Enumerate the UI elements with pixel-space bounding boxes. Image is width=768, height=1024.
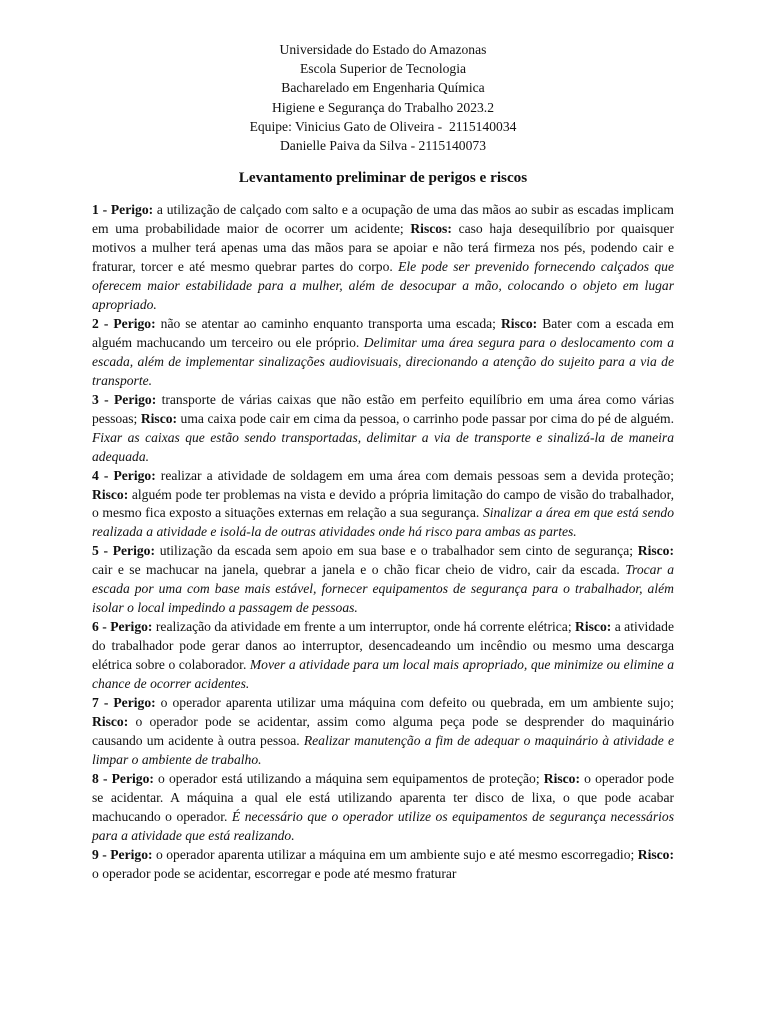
item-number: 8 - <box>92 770 112 786</box>
item-number: 6 - <box>92 619 111 635</box>
risco-text: o operador pode se acidentar, escorregar e pode até mesmo fraturar <box>92 865 457 881</box>
risco-text: o operador pode se acidentar, assim como alguma peça pode se desprender do maquinário causando um acidente à outra pessoa. <box>92 713 674 748</box>
perigo-label: Perigo: <box>113 315 156 331</box>
risco-label: Risco: <box>543 770 581 786</box>
risco-text: alguém pode ter problemas na vista e devido a própria limitação do campo de visão do trabalhador, o mesmo fica exposto a situações externas em relação a sua segurança. <box>92 486 674 521</box>
medida-text: Mover a atividade para um local mais apropriado, que minimize ou elimine a chance de ocorrer acidentes. <box>92 657 674 692</box>
hazard-item <box>92 846 674 884</box>
risco-label: Risco: <box>637 543 674 559</box>
hazard-list <box>92 201 674 883</box>
risco-text: o operador pode se acidentar. A máquina a qual ele está utilizando aparenta ter disco de lixa, o que pode acabar machucando o operador. <box>92 770 674 824</box>
risco-text: caso haja desequilíbrio por quaisquer motivos a mulher terá apenas uma das mãos para se apoiar e não terá firmeza nos pés, podendo cair e fraturar, torcer e até mesmo quebrar partes do corpo. <box>92 221 674 275</box>
perigo-label: Perigo: <box>113 695 156 710</box>
hazard-item <box>92 694 674 770</box>
item-number: 1 - <box>92 202 111 218</box>
perigo-text: realizar a atividade de soldagem em uma área com demais pessoas sem a devida proteção; <box>155 467 674 483</box>
hazard-item <box>92 618 674 694</box>
risco-label: Risco: <box>575 619 612 635</box>
hazard-item <box>92 770 674 846</box>
risco-text: uma caixa pode cair em cima da pessoa, o carrinho pode passar por cima do pé de alguém. <box>177 410 674 426</box>
document-title: Levantamento preliminar de perigos e riscos <box>238 169 528 187</box>
document-page <box>92 40 674 884</box>
hazard-item <box>92 467 674 543</box>
hazard-item <box>92 201 674 315</box>
perigo-text: o operador aparenta utilizar uma máquina com defeito ou quebrada, em um ambiente sujo; <box>155 695 674 710</box>
risco-label: Risco: <box>92 713 129 729</box>
risco-text: Bater com a escada em alguém machucando um terceiro ou ele próprio. <box>92 315 675 350</box>
item-number: 4 - <box>92 467 114 483</box>
perigo-label: Perigo: <box>110 202 154 218</box>
perigo-text: transporte de várias caixas que não estão em perfeito equilíbrio em uma área como várias pessoas; <box>92 391 674 426</box>
risco-label: Risco: <box>92 486 129 502</box>
hazard-item <box>92 315 674 391</box>
header-course: Bacharelado em Engenharia Química <box>281 80 485 96</box>
hazard-item <box>92 391 674 467</box>
perigo-label: Perigo: <box>112 543 155 559</box>
perigo-text: utilização da escada sem apoio em sua base e o trabalhador sem cinto de segurança; <box>155 543 638 559</box>
header-team-member-1: Equipe: Vinicius Gato de Oliveira - 2115140034 <box>249 118 517 134</box>
medida-text: Delimitar uma área segura para o deslocamento com a escada, além de implementar sinalizações audiovisuais, direcionando a atenção do sujeito para a via de transporte. <box>92 334 674 388</box>
item-number: 9 - <box>92 846 111 862</box>
perigo-text: realização da atividade em frente a um interruptor, onde há corrente elétrica; <box>152 619 576 635</box>
risco-text: a atividade do trabalhador pode gerar danos ao interruptor, desencadeando um incêndio ou mesmo uma descarga elétrica sobre o colaborador. <box>92 619 674 673</box>
document-header <box>92 40 674 155</box>
medida-text: Fixar as caixas que estão sendo transportadas, delimitar a via de transporte e sinalizá-la de maneira adequada. <box>92 429 674 464</box>
header-discipline: Higiene e Segurança do Trabalho 2023.2 <box>272 99 494 115</box>
perigo-text: não se atentar ao caminho enquanto transporta uma escada; <box>155 315 501 331</box>
medida-text: Realizar manutenção a fim de adequar o maquinário à atividade e limpar o ambiente de trabalho. <box>92 732 674 767</box>
header-team-member-2: Danielle Paiva da Silva - 2115140073 <box>279 138 486 154</box>
item-number: 2 - <box>92 315 114 331</box>
risco-label: Riscos: <box>410 221 452 237</box>
perigo-label: Perigo: <box>113 391 157 407</box>
perigo-text: o operador aparenta utilizar a máquina em um ambiente sujo e até mesmo escorregadio; <box>152 846 638 862</box>
perigo-text: a utilização de calçado com salto e a ocupação de uma das mãos ao subir as escadas implicam em uma probabilidade maior de ocorrer um acidente; <box>92 202 674 237</box>
item-number: 7 - <box>92 695 114 710</box>
medida-text: Sinalizar a área em que está sendo realizada a atividade e isolá-la de outras atividades onde há risco para ambas as partes. <box>92 505 674 540</box>
perigo-label: Perigo: <box>110 619 153 635</box>
perigo-label: Perigo: <box>113 467 156 483</box>
risco-label: Risco: <box>637 846 674 862</box>
perigo-label: Perigo: <box>111 770 154 786</box>
medida-text: Ele pode ser prevenido fornecendo calçados que oferecem maior estabilidade para a mulher, além de desocupar a mão, colocando o objeto em lugar apropriado. <box>92 259 674 312</box>
risco-label: Risco: <box>500 315 538 331</box>
header-university: Universidade do Estado do Amazonas <box>279 42 487 57</box>
header-school: Escola Superior de Tecnologia <box>299 61 467 77</box>
item-number: 3 - <box>92 391 114 407</box>
medida-text: É necessário que o operador utilize os equipamentos de segurança necessários para a atividade que está realizando. <box>92 808 674 843</box>
perigo-text: o operador está utilizando a máquina sem equipamentos de proteção; <box>153 770 544 786</box>
risco-label: Risco: <box>140 410 178 426</box>
hazard-item <box>92 542 674 618</box>
perigo-label: Perigo: <box>110 846 153 862</box>
medida-text: Trocar a escada por uma com base mais estável, fornecer equipamentos de segurança para o trabalhador, além isolar o local impedindo a passagem de pessoas. <box>92 562 674 616</box>
risco-text: cair e se machucar na janela, quebrar a janela e o chão ficar cheio de vidro, cair da escada. <box>92 562 626 578</box>
item-number: 5 - <box>92 543 113 559</box>
